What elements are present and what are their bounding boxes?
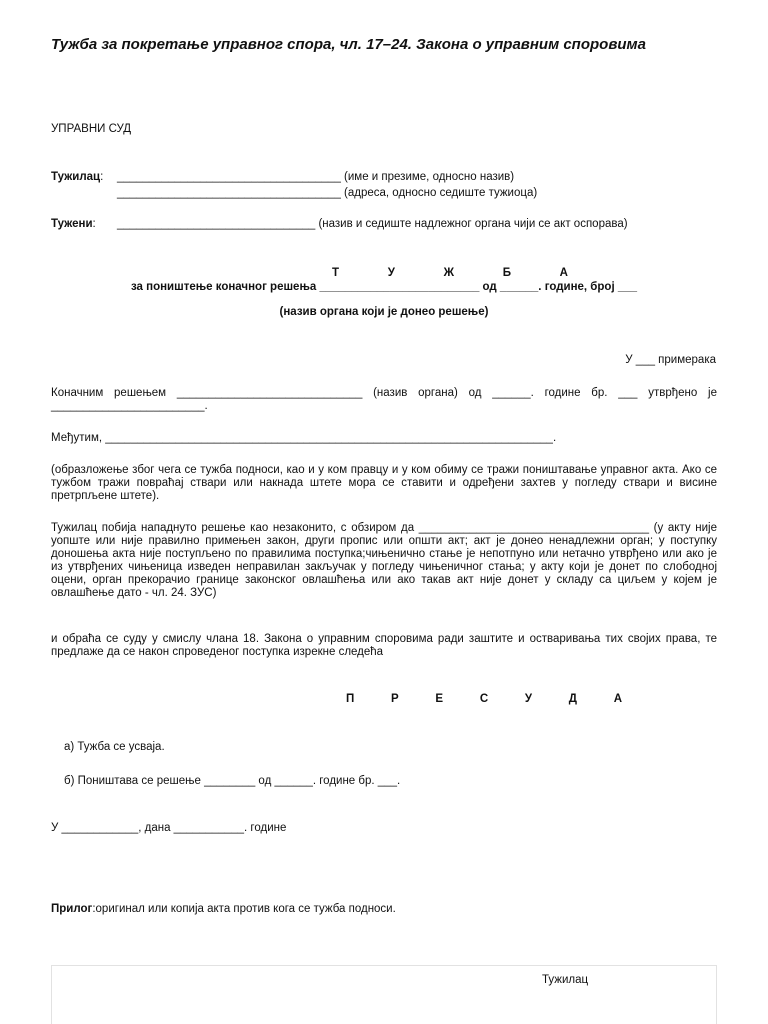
verdict-letter: П: [346, 693, 355, 705]
verdict-heading: [346, 693, 622, 706]
plaintiff-label: Тужилац: [51, 171, 101, 183]
document-title: Тужба за покретање управног спора, чл. 17–24. Закона о управним споровима: [51, 36, 646, 53]
verdict-item-a: а) Тужба се усваја.: [64, 741, 165, 753]
lawsuit-letter: Б: [502, 267, 511, 279]
court-name: УПРАВНИ СУД: [51, 123, 132, 135]
plaintiff-colon: :: [100, 171, 104, 183]
defendant-line: _______________________________ (назив и седиште надлежног органа чији се акт оспорава): [117, 218, 628, 230]
attachment-label: Прилог: [51, 903, 93, 915]
plaintiff-block: [51, 171, 103, 184]
lawsuit-letter: А: [559, 267, 568, 279]
defendant-block: [51, 218, 96, 231]
verdict-letter: Е: [435, 693, 444, 705]
appeal-paragraph: и обраћа се суду у смислу члана 18. Закона о управним споровима ради заштите и остваривања тих својих права, те предлаже да се након спроведеног поступка изрекне следећа: [51, 633, 717, 658]
contest-paragraph: Тужилац побија нападнуто решење као незаконито, с обзиром да ____________________________________ (у акту није уопште или није правилно примењен закон, други пропис или општи акт; акт је донео ненадлежни орган; у поступку доношења акта није поступљено по правилима поступка;чињенично стање је непотпуно или нетачно утврђено или ако је из утврђених чињеница изведен неправилан закључак у погледу чињеничног стања; у акту који је донет по слободној оцени, орган прекорачио границе законског овлашћења или ако такав акт није донет у складу са циљем у којем је овлашћење дато - чл. 24. ЗУС): [51, 522, 717, 599]
lawsuit-subtitle: за поништење коначног решења _________________________ од ______. године, број ___: [130, 281, 638, 293]
attachment-colon: :: [92, 903, 96, 915]
copies-count: У ___ примерака: [625, 354, 716, 366]
verdict-letter: А: [613, 693, 622, 705]
explanation-paragraph: (образложење због чега се тужба подноси, као и у ком правцу и у ком обиму се тражи поништавање управног акта. Ако се тужбом тражи повраћај ствари или накнада штете мора се ставити и одређени захтев у погледу ствари и висине претрпљене штете).: [51, 464, 717, 502]
plaintiff-name-line: ___________________________________ (име и презиме, односно назив): [117, 171, 515, 183]
final-decision-paragraph: Коначним решењем _____________________________ (назив органа) од ______. године бр. ___ утврђено је ________________________.: [51, 387, 717, 412]
however-paragraph: Међутим, ______________________________________________________________________.: [51, 432, 557, 444]
verdict-letter: Д: [568, 693, 577, 705]
verdict-letter: Р: [391, 693, 399, 705]
issuing-body-note: (назив органа који је донео решење): [279, 306, 489, 318]
verdict-letter: У: [524, 693, 533, 705]
lawsuit-letter: Т: [332, 267, 340, 279]
place-date-line: У ____________, дана ___________. године: [51, 822, 287, 834]
plaintiff-address-line: ___________________________________ (адреса, односно седиште тужиоца): [117, 187, 538, 199]
attachment-line: [51, 903, 396, 916]
defendant-colon: :: [92, 218, 96, 230]
lawsuit-letter: У: [387, 267, 395, 279]
verdict-letters: [346, 693, 622, 706]
defendant-label: Тужени: [51, 218, 93, 230]
signature-box: [51, 965, 717, 1024]
lawsuit-letters: [332, 267, 568, 280]
verdict-item-b: б) Поништава се решење ________ од ______. године бр. ___.: [64, 775, 401, 787]
signature-label: Тужилац: [542, 974, 589, 986]
attachment-text: оригинал или копија акта против кога се тужба подноси.: [95, 903, 396, 915]
verdict-letter: С: [479, 693, 489, 705]
lawsuit-heading: [332, 267, 568, 280]
lawsuit-letter: Ж: [443, 267, 454, 279]
